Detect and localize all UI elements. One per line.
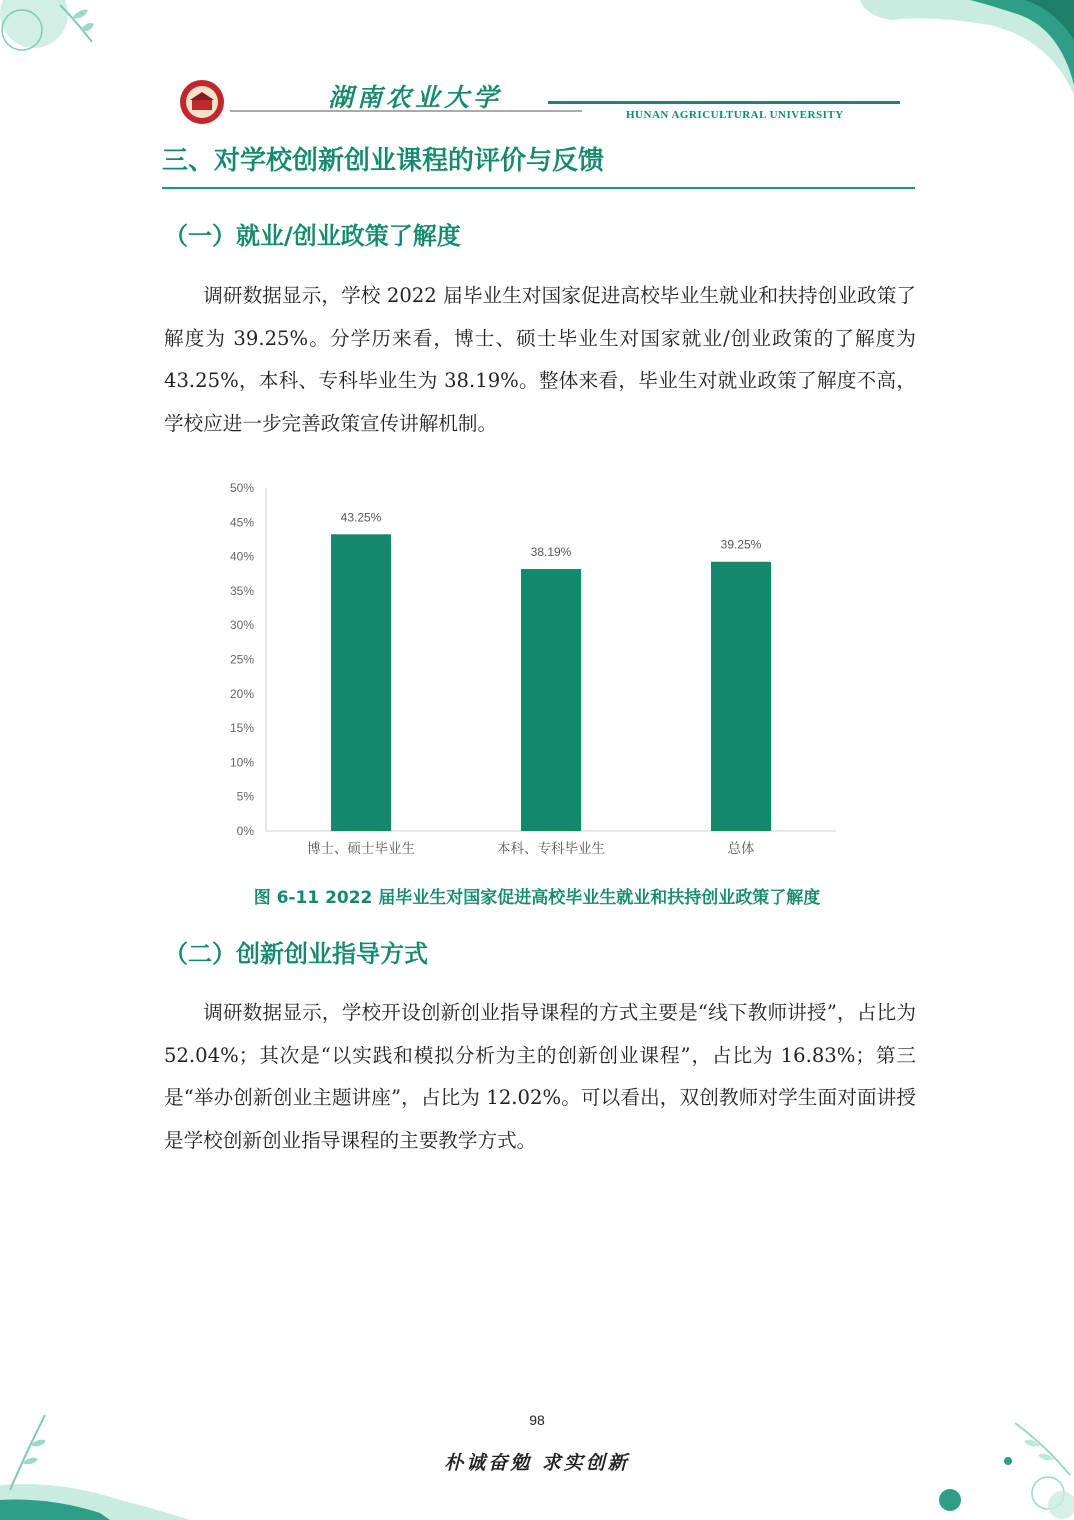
header-rule-right	[548, 101, 900, 104]
y-tick-label: 20%	[229, 686, 254, 701]
y-tick-label: 35%	[229, 583, 254, 598]
bar-value-label: 43.25%	[340, 510, 382, 525]
y-tick-label: 40%	[229, 549, 254, 564]
bar-value-label: 39.25%	[720, 537, 762, 552]
subsection-title-1: （一）就业/创业政策了解度	[164, 222, 461, 250]
x-category-label: 本科、专科毕业生	[497, 841, 605, 856]
bar-chart	[200, 470, 860, 870]
y-tick-label: 30%	[229, 618, 254, 633]
y-tick-label: 45%	[229, 515, 254, 530]
y-tick-label: 5%	[236, 789, 254, 804]
bar	[711, 562, 771, 831]
page-number: 98	[529, 1412, 545, 1428]
y-tick-label: 0%	[236, 824, 254, 838]
university-seal-icon	[178, 78, 226, 126]
x-category-label: 总体	[727, 841, 755, 856]
bar	[331, 534, 391, 831]
figure-caption: 图 6-11 2022 届毕业生对国家促进高校毕业生就业和扶持创业政策了解度	[253, 888, 821, 908]
subsection-title-2: （二）创新创业指导方式	[164, 940, 428, 968]
y-tick-label: 50%	[229, 481, 254, 495]
x-category-label: 博士、硕士毕业生	[307, 841, 415, 856]
bottom-left-decoration	[0, 1405, 200, 1520]
university-logo-text: 湖南农业大学	[328, 83, 503, 112]
paragraph-1-text: 调研数据显示，学校 2022 届毕业生对国家促进高校毕业生就业和扶持创业政策了解度为 39.25%。分学历来看，博士、硕士毕业生对国家就业/创业政策的了解度为 43.25%，本科、专科毕业生为 38.19%。整体来看，毕业生对就业政策了解度不高，学校应进一步完善政策宣传讲解机制。	[164, 284, 916, 435]
y-tick-label: 15%	[229, 721, 254, 736]
bar	[521, 569, 581, 831]
bottom-right-decoration	[930, 1415, 1074, 1520]
section-title-rule	[162, 187, 915, 189]
footer-motto: 朴诚奋勉 求实创新	[444, 1452, 630, 1474]
y-tick-label: 10%	[229, 755, 254, 770]
top-right-decoration	[850, 0, 1074, 95]
top-left-decoration	[0, 0, 110, 60]
paragraph-2-text: 调研数据显示，学校开设创新创业指导课程的方式主要是“线下教师讲授”，占比为 52.04%；其次是“以实践和模拟分析为主的创新创业课程”，占比为 16.83%；第三是“举办创新创业主题讲座”，占比为 12.02%。可以看出，双创教师对学生面对面讲授是学校创新创业指导课程的主要教学方式。	[164, 1001, 916, 1152]
paragraph-1	[164, 275, 916, 445]
university-english-name: HUNAN AGRICULTURAL UNIVERSITY	[626, 109, 844, 121]
bar-value-label: 38.19%	[530, 545, 572, 560]
paragraph-2	[164, 992, 916, 1162]
y-tick-label: 25%	[229, 652, 254, 667]
section-title: 三、对学校创新创业课程的评价与反馈	[162, 146, 605, 176]
